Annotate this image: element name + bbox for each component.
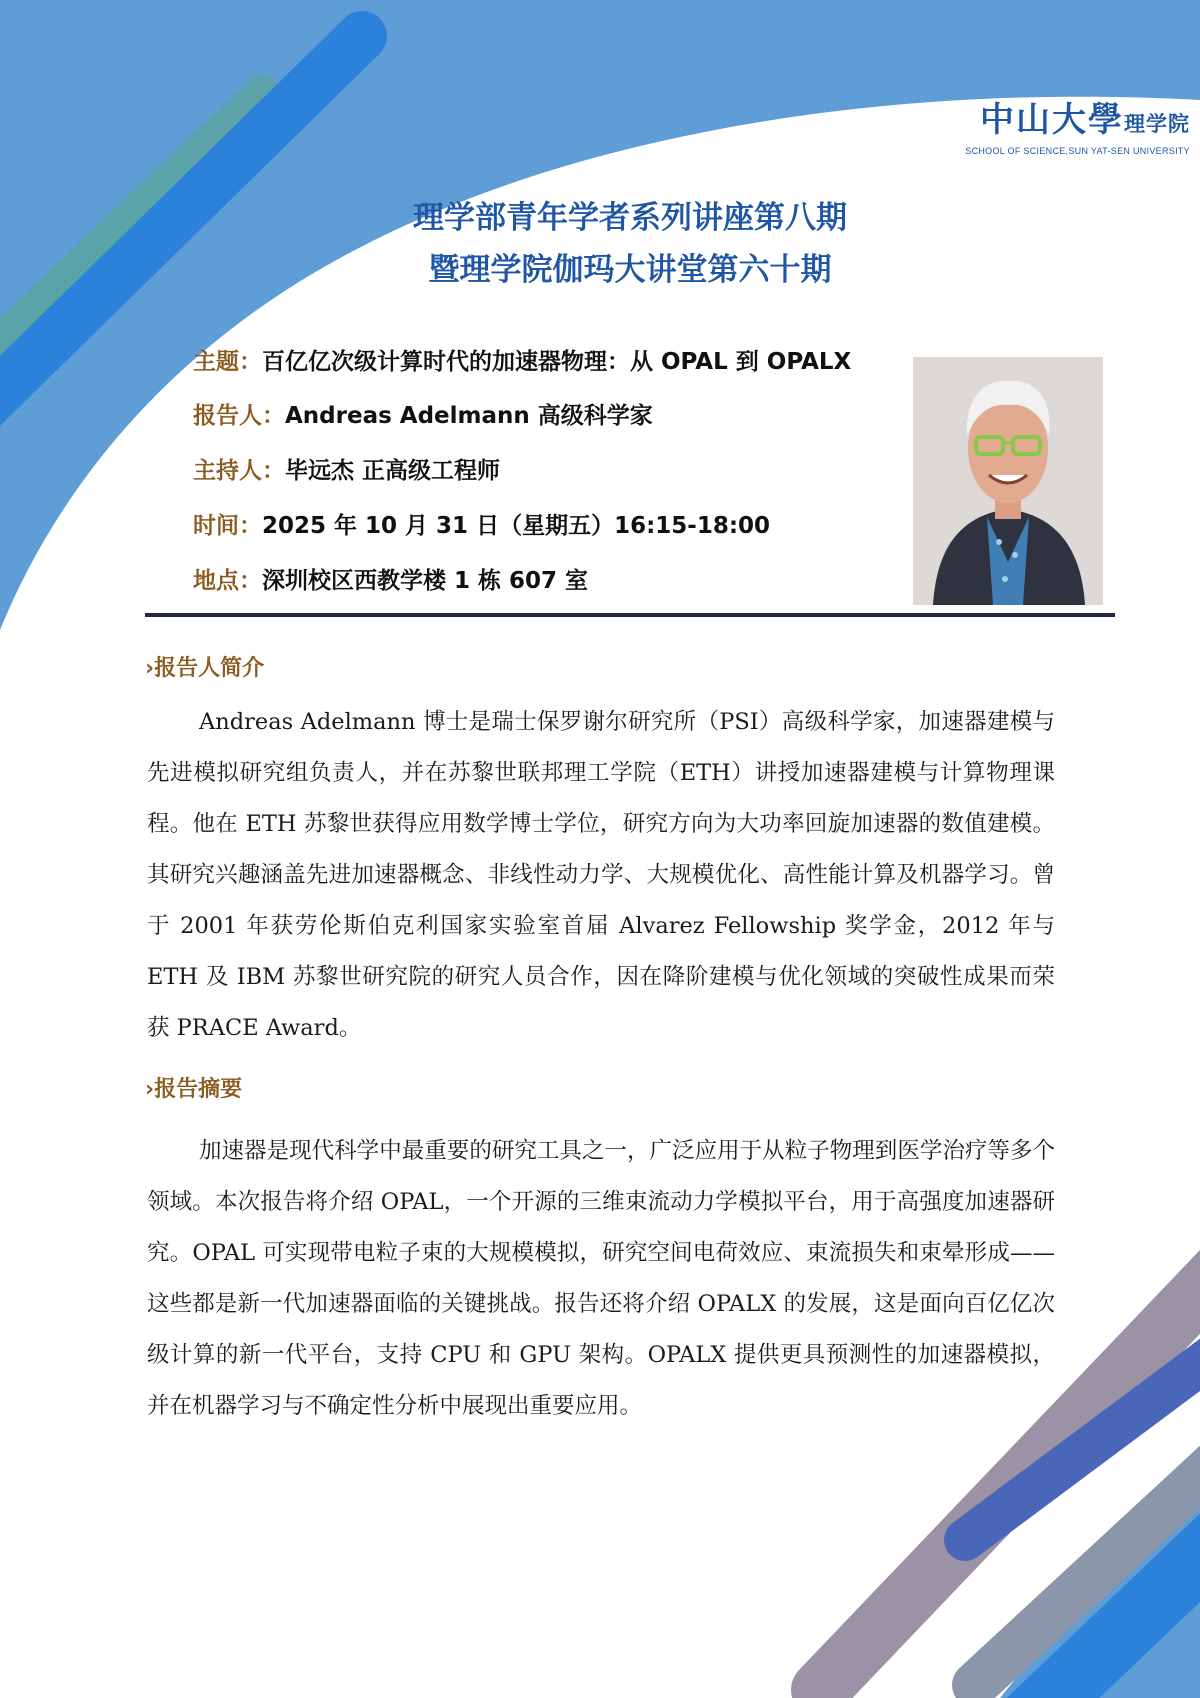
place-label: 地点： bbox=[193, 568, 262, 594]
host-value: 毕远杰 正高级工程师 bbox=[285, 458, 501, 484]
abstract-paragraph: 加速器是现代科学中最重要的研究工具之一，广泛应用于从粒子物理到医学治疗等多个领域。本次报告将介绍 OPAL，一个开源的三维束流动力学模拟平台，用于高强度加速器研究。OPAL 可实现带电粒子束的大规模模拟，研究空间电荷效应、束流损失和束晕形成——这些都是新一代加速器面临的关键挑战。报告还将介绍 OPALX 的发展，这是面向百亿亿次级计算的新一代平台，支持 CPU 和 GPU 架构。OPALX 提供更具预测性的加速器模拟，并在机器学习与不确定性分析中展现出重要应用。 bbox=[147, 1138, 1055, 1419]
host-label: 主持人： bbox=[193, 458, 285, 484]
speaker-label: 报告人： bbox=[193, 403, 285, 429]
abstract-heading: ›报告摘要 bbox=[145, 1077, 243, 1102]
time-value: 2025 年 10 月 31 日（星期五）16:15-18:00 bbox=[262, 513, 771, 539]
info-host bbox=[193, 455, 500, 487]
page-title-line1: 理学部青年学者系列讲座第八期 bbox=[413, 200, 847, 236]
info-time bbox=[193, 510, 770, 542]
place-value: 深圳校区西教学楼 1 栋 607 室 bbox=[262, 568, 589, 594]
info-speaker bbox=[193, 400, 653, 432]
header-divider bbox=[145, 613, 1115, 617]
page-title-line2: 暨理学院伽玛大讲堂第六十期 bbox=[428, 252, 832, 288]
topic-value: 百亿亿次级计算时代的加速器物理：从 OPAL 到 OPALX bbox=[262, 349, 852, 375]
logo-english-name: SCHOOL OF SCIENCE,SUN YAT-SEN UNIVERSITY bbox=[965, 146, 1190, 156]
speaker-portrait-illustration bbox=[913, 357, 1103, 605]
speaker-value: Andreas Adelmann 高级科学家 bbox=[285, 403, 653, 429]
logo-university-name: 中山大學 bbox=[980, 100, 1124, 140]
time-label: 时间： bbox=[193, 513, 262, 539]
info-topic bbox=[193, 346, 851, 378]
info-place bbox=[193, 565, 588, 597]
bio-paragraph: Andreas Adelmann 博士是瑞士保罗谢尔研究所（PSI）高级科学家，加速器建模与先进模拟研究组负责人，并在苏黎世联邦理工学院（ETH）讲授加速器建模与计算物理课程。他在 ETH 苏黎世获得应用数学博士学位，研究方向为大功率回旋加速器的数值建模。其研究兴趣涵盖先进加速器概念、非线性动力学、大规模优化、高性能计算及机器学习。曾于 2001 年获劳伦斯伯克利国家实验室首届 Alvarez Fellowship 奖学金，2012 年与 ETH 及 IBM 苏黎世研究院的研究人员合作，因在降阶建模与优化领域的突破性成果而荣获 PRACE Award。 bbox=[147, 709, 1055, 1041]
topic-label: 主题： bbox=[193, 349, 262, 375]
logo-department: 理学院 bbox=[1124, 111, 1190, 136]
speaker-photo bbox=[913, 357, 1103, 605]
university-logo bbox=[940, 100, 1190, 156]
bio-heading: ›报告人简介 bbox=[145, 656, 265, 681]
